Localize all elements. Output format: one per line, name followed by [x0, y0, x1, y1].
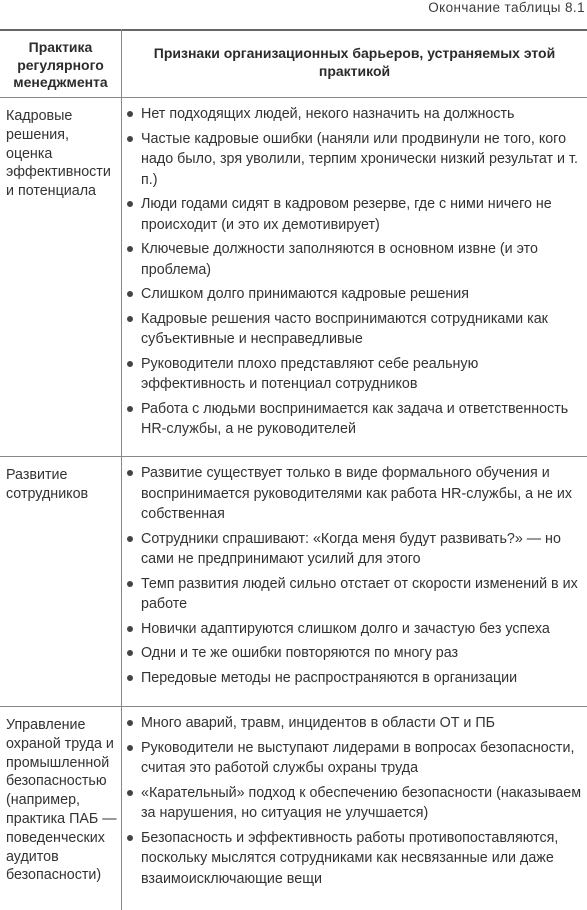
bullet-icon: [127, 361, 133, 367]
list-item: Много аварий, травм, инцидентов в области ОТ и ПБ: [127, 713, 585, 734]
header-barriers: Признаки организационных барьеров, устраняемых этой практикой: [153, 45, 556, 79]
practice-staff-development: Развитие сотрудников: [6, 467, 89, 502]
list-item: Одни и те же ошибки повторяются по многу раз: [127, 643, 585, 664]
practice-hr-decisions: Кадровые решения, оценка эффективности и потенциала: [6, 108, 111, 200]
barrier-list-safety-management: [127, 713, 585, 893]
bullet-icon: [127, 136, 133, 142]
row-rule: [0, 456, 587, 457]
list-item: Новички адаптируются слишком долго и зачастую без успеха: [127, 619, 585, 640]
list-item: Руководители плохо представляют себе реальную эффективность и потенциал сотрудников: [127, 354, 585, 395]
bullet-icon: [127, 650, 133, 656]
bullet-icon: [127, 720, 133, 726]
list-item: Кадровые решения часто воспринимаются сотрудниками как субъективные и несправедливые: [127, 309, 585, 350]
bullet-icon: [127, 581, 133, 587]
list-item: Люди годами сидят в кадровом резерве, где с ними ничего не происходит (и это их демотивирует): [127, 194, 585, 235]
bullet-icon: [127, 626, 133, 632]
bullet-icon: [127, 291, 133, 297]
bullet-icon: [127, 790, 133, 796]
bullet-icon: [127, 675, 133, 681]
bullet-icon: [127, 111, 133, 117]
bullet-icon: [127, 406, 133, 412]
bullet-icon: [127, 745, 133, 751]
barrier-list-hr-decisions: [127, 104, 585, 444]
barrier-list-staff-development: [127, 463, 585, 692]
list-item: Ключевые должности заполняются в основном извне (и это проблема): [127, 239, 585, 280]
list-item: Слишком долго принимаются кадровые решения: [127, 284, 585, 305]
list-item: Сотрудники спрашивают: «Когда меня будут развивать?» — но сами не предпринимают усилий для этого: [127, 529, 585, 570]
list-item: «Карательный» подход к обеспечению безопасности (наказываем за нарушения, но ситуация не улучшается): [127, 783, 585, 824]
list-item: Развитие существует только в виде формального обучения и воспринимается руководителями как работа HR-службы, а не их собственная: [127, 463, 585, 525]
table-top-rule: [0, 29, 587, 31]
list-item: Руководители не выступают лидерами в вопросах безопасности, считая это работой службы охраны труда: [127, 738, 585, 779]
list-item: Передовые методы не распространяются в организации: [127, 668, 585, 689]
list-item: Нет подходящих людей, некого назначить на должность: [127, 104, 585, 125]
bullet-icon: [127, 536, 133, 542]
row-rule: [0, 706, 587, 707]
column-divider: [121, 29, 122, 910]
list-item: Безопасность и эффективность работы противопоставляются, поскольку мыслятся сотрудниками как несвязанные или даже взаимоисключающие вещи: [127, 828, 585, 890]
list-item: Темп развития людей сильно отстает от скорости изменений в их работе: [127, 574, 585, 615]
practice-safety-management: Управление охраной труда и промышленной безопасностью (например, практика ПАБ — поведенческих аудитов безопасности): [6, 717, 117, 884]
list-item: Работа с людьми воспринимается как задача и ответственность HR-службы, а не руководителей: [127, 399, 585, 440]
bullet-icon: [127, 470, 133, 476]
header-rule: [0, 97, 587, 98]
bullet-icon: [127, 835, 133, 841]
header-practice: Практика регулярного менеджмента: [13, 39, 108, 90]
list-item: Частые кадровые ошибки (наняли или продвинули не того, кого надо было, зря уволили, терпим хронически низкий результат и т. п.): [127, 129, 585, 191]
bullet-icon: [127, 316, 133, 322]
bullet-icon: [127, 246, 133, 252]
table-caption: Окончание таблицы 8.1: [428, 0, 585, 15]
bullet-icon: [127, 201, 133, 207]
